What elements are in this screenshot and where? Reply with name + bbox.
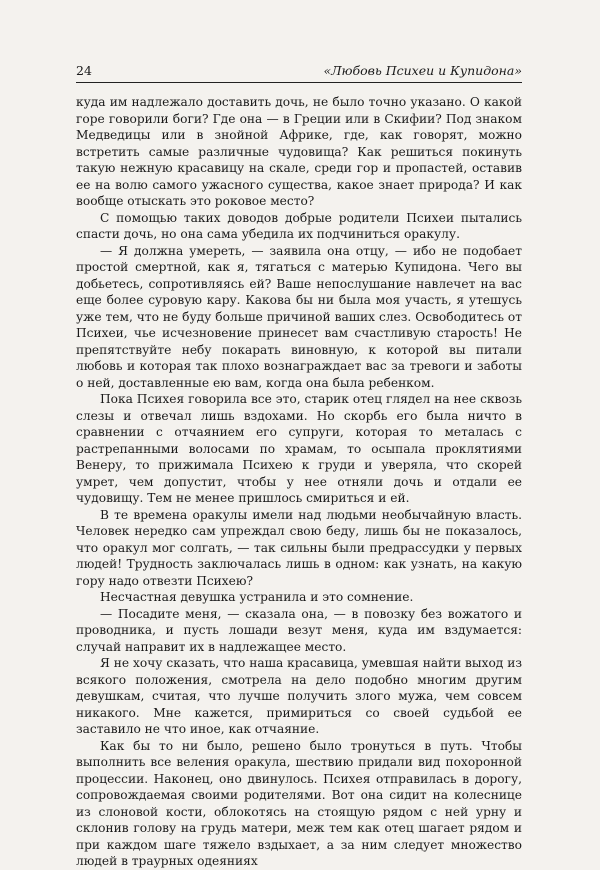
paragraph: Несчастная девушка устранила и это сомнение. (100, 590, 414, 604)
paragraph: — Я должна умереть, — заявила она отцу, — ибо не подобает простой смертной, как я, тягаться с матерью Купидона. Чего вы добьетесь, сопротивляясь ей? Ваше непослушание навлечет на вас еще более суровую кару. Какова бы ни была моя участь, я утешусь уже тем, что не буду больше причиной ваших слез. Освободитесь от Психеи, чье исчезновение принесет вам счастливую старость! Не препятствуйте небу покарать виновную, к которой вы питали любовь и которая так плохо вознаграждает вас за тревоги и заботы о ней, доставленные ею вам, когда она была ребенком. (76, 243, 522, 390)
paragraph: С помощью таких доводов добрые родители Психеи пытались спасти дочь, но она сама убедила их подчиниться оракулу. (76, 210, 522, 241)
page-number: 24 (76, 63, 92, 78)
body-text (76, 94, 522, 870)
paragraph: Я не хочу сказать, что наша красавица, умевшая найти выход из всякого положения, смотрела на дело подобно многим другим девушкам, считая, что лучше получить злого мужа, чем совсем никакого. Мне кажется, примириться со своей судьбой ее заставило не что иное, как отчаяние. (76, 656, 522, 736)
paragraph: В те времена оракулы имели над людьми необычайную власть. Человек нередко сам упреждал свою беду, лишь бы не показалось, что оракул мог солгать, — так сильны были предрассудки у первых людей! Трудность заключалась лишь в одном: как узнать, на какую гору надо отвезти Психею? (76, 507, 522, 588)
page-header (76, 62, 522, 80)
paragraph: — Посадите меня, — сказала она, — в повозку без вожатого и проводника, и пусть лошади везут меня, куда им вздумается: случай направит их в надлежащее место. (76, 606, 522, 654)
header-rule (76, 82, 522, 83)
paragraph: Пока Психея говорила все это, старик отец глядел на нее сквозь слезы и отвечал лишь вздохами. Но скорбь его была ничто в сравнении с отчаянием его супруги, которая то металась с растрепанными волосами по храмам, то осыпала проклятиями Венеру, то прижимала Психею к груди и уверяла, что скорей умрет, чем допустит, чтобы у нее отняли дочь и отдали ее чудовищу. Тем не менее пришлось смириться и ей. (76, 392, 522, 505)
paragraph: куда им надлежало доставить дочь, не было точно указано. О какой горе говорили боги? Где она — в Греции или в Скифии? Под знаком Медведицы или в знойной Африке, где, как говорят, можно встретить самые различные чудовища? Как решиться покинуть такую нежную красавицу на скале, среди гор и пропастей, оставив ее на волю самого ужасного существа, какое знает природа? И как вообще отыскать это роковое место? (76, 95, 522, 208)
running-title: «Любовь Психеи и Купидона» (323, 63, 522, 78)
paragraph: Как бы то ни было, решено было тронуться в путь. Чтобы выполнить все веления оракула, шествию придали вид похоронной процессии. Наконец, оно двинулось. Психея отправилась в дорогу, сопровождаемая своими родителями. Вот она сидит на колеснице из слоновой кости, облокотясь на стоящую рядом с ней урну и склонив голову на грудь матери, меж тем как отец шагает рядом и при каждом шаге тяжело вздыхает, а за ним следует множество людей в траурных одеяниях (76, 738, 522, 868)
